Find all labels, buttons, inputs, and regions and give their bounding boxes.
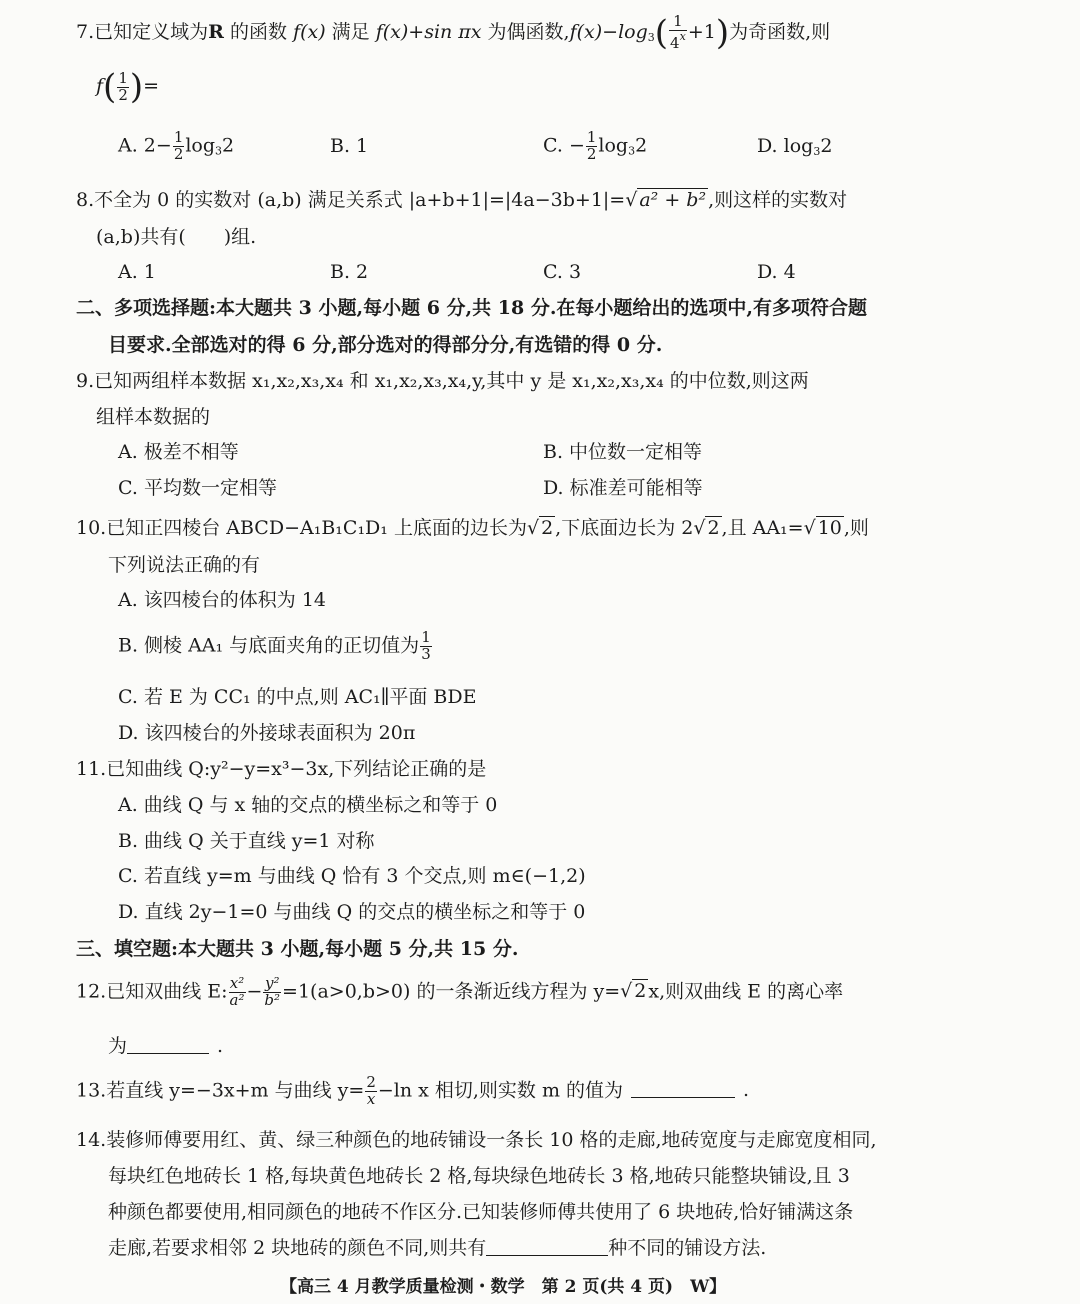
q10-option-a: A. 该四棱台的体积为 14 bbox=[118, 589, 327, 611]
q8-option-d: D. 4 bbox=[757, 261, 796, 283]
q10-option-c: C. 若 E 为 CC₁ 的中点,则 AC₁∥平面 BDE bbox=[118, 686, 477, 708]
q10-option-d: D. 该四棱台的外接球表面积为 20π bbox=[118, 722, 416, 744]
q7-fraction: $\frac{1}{4^x}$ bbox=[670, 12, 686, 52]
q8-line2: (a,b)共有( )组. bbox=[96, 226, 257, 248]
q14-line3: 种颜色都要使用,相同颜色的地砖不作区分.已知装修师傅共使用了 6 块地砖,恰好铺满这条 bbox=[108, 1201, 854, 1223]
q7-option-d: D. $\log_32$ bbox=[757, 135, 833, 158]
q11-option-a: A. 曲线 Q 与 x 轴的交点的横坐标之和等于 0 bbox=[118, 794, 498, 816]
q14-answer-blank[interactable] bbox=[486, 1255, 608, 1256]
q10-line1: 10.已知正四棱台 ABCD−A₁B₁C₁D₁ 上底面的边长为√ 2 ,下底面边长为 2√ 2 ,且 AA₁=√ 10 ,则 bbox=[76, 517, 869, 539]
q12-line1: 12.已知双曲线 E: $\frac{\text{x²}}{\text{a²}}$ − $\frac{\text{y²}}{\text{b²}}$ =1(a>0,b>0) 的一条渐近线方程为 y=√ 2 x,则双曲线 E 的离心率 bbox=[76, 974, 844, 1009]
q7-line1: 7.已知定义域为R 的函数 f(x) 满足 f(x)+sin πx 为偶函数$,f(x)-\log_3$( $\frac{1}{4^x}$ +1)为奇函数,则 bbox=[76, 12, 831, 53]
q8-option-b: B. 2 bbox=[330, 261, 369, 283]
q13-line1: 13.若直线 y=−3x+m 与曲线 y= $\frac{2}{x}$ −ln x 相切,则实数 m 的值为 . bbox=[76, 1073, 750, 1108]
q8-option-c: C. 3 bbox=[543, 261, 582, 283]
q10-line2: 下列说法正确的有 bbox=[108, 554, 261, 576]
q14-line2: 每块红色地砖长 1 格,每块黄色地砖长 2 格,每块绿色地砖长 3 格,地砖只能整块铺设,且 3 bbox=[108, 1165, 850, 1187]
q11-option-d: D. 直线 2y−1=0 与曲线 Q 的交点的横坐标之和等于 0 bbox=[118, 901, 586, 923]
q9-line1: 9.已知两组样本数据 x₁,x₂,x₃,x₄ 和 x₁,x₂,x₃,x₄,y,其中 y 是 x₁,x₂,x₃,x₄ 的中位数,则这两 bbox=[76, 370, 809, 392]
q9-option-c: C. 平均数一定相等 bbox=[118, 477, 277, 499]
section2-heading-cont: 目要求.全部选对的得 6 分,部分选对的得部分分,有选错的得 0 分. bbox=[108, 334, 663, 356]
q8-line1: 8.不全为 0 的实数对 (a,b) 满足关系式 |a+b+1|=|4a−3b+1|=√ a² + b² ,则这样的实数对 bbox=[76, 189, 848, 211]
q12-line2: 为 . bbox=[108, 1035, 224, 1057]
q7-option-c: C. − $\frac{1}{2}$ $\log_32$ bbox=[543, 128, 648, 163]
section2-heading: 二、多项选择题:本大题共 3 小题,每小题 6 分,共 18 分.在每小题给出的选项中,有多项符合题 bbox=[76, 297, 868, 319]
q7-option-b: B. 1 bbox=[330, 135, 369, 157]
q11-line1: 11.已知曲线 Q:y²−y=x³−3x,下列结论正确的是 bbox=[76, 758, 487, 780]
q8-option-a: A. 1 bbox=[118, 261, 156, 283]
q14-line4: 走廊,若要求相邻 2 块地砖的颜色不同,则共有 种不同的铺设方法. bbox=[108, 1237, 767, 1259]
q11-option-b: B. 曲线 Q 关于直线 y=1 对称 bbox=[118, 830, 375, 852]
section3-heading: 三、填空题:本大题共 3 小题,每小题 5 分,共 15 分. bbox=[76, 938, 519, 960]
page-footer: 【高三 4 月教学质量检测・数学 第 2 页(共 4 页) W】 bbox=[280, 1277, 727, 1297]
q10-option-b: B. 侧棱 AA₁ 与底面夹角的正切值为 $\frac{1}{3}$ bbox=[118, 628, 431, 663]
q12-answer-blank[interactable] bbox=[127, 1053, 209, 1054]
q14-line1: 14.装修师傅要用红、黄、绿三种颜色的地砖铺设一条长 10 格的走廊,地砖宽度与走廊宽度相同, bbox=[76, 1129, 877, 1151]
q9-line2: 组样本数据的 bbox=[96, 406, 211, 428]
q9-option-b: B. 中位数一定相等 bbox=[543, 441, 703, 463]
q13-answer-blank[interactable] bbox=[631, 1097, 735, 1098]
q9-option-d: D. 标准差可能相等 bbox=[543, 477, 703, 499]
q11-option-c: C. 若直线 y=m 与曲线 Q 恰有 3 个交点,则 m∈(−1,2) bbox=[118, 865, 586, 887]
q9-option-a: A. 极差不相等 bbox=[118, 441, 239, 463]
q7-line2: f( $\frac{1}{2}$ )= bbox=[96, 67, 160, 107]
q7-option-a: A. 2− $\frac{1}{2}$ $\log_32$ bbox=[118, 128, 235, 163]
q7-half: $\frac{1}{2}$ bbox=[118, 68, 128, 104]
